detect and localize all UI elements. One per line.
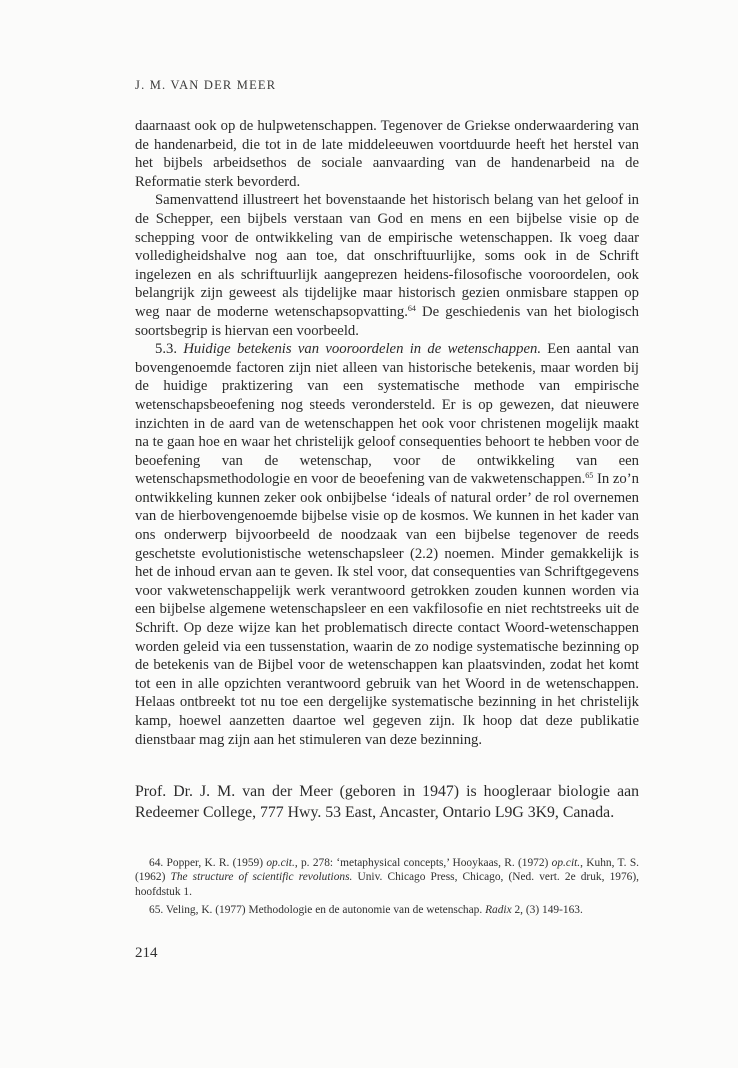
page-number: 214 <box>135 945 158 961</box>
footnote-65-part-a: 65. Veling, K. (1977) Methodologie en de autonomie van de wetenschap. <box>149 904 486 917</box>
section-title: Huidige betekenis van vooroordelen in de wetenschappen. <box>183 341 541 358</box>
section-number: 5.3. <box>155 341 178 358</box>
paragraph-summary <box>135 191 639 340</box>
footnote-65 <box>135 903 639 917</box>
footnotes <box>135 856 639 922</box>
paragraph-summary-text: Samenvattend illustreert het bovenstaande het historisch belang van het geloof in de Schepper, een bijbels verstaan van God en mens en een bijbelse visie op de schepping voor de ontwikkeling van de empirische wetenschappen. Ik voeg daar volledigheidshalve nog aan toe, dat onschriftuurlijke, soms ook in de Schrift ingelezen en als schriftuurlijk aangeprezen heidens-filosofische vooroordelen, ook belangrijk zijn geweest als tijdelijke maar historisch gezien onmisbare stappen op weg naar de moderne wetenschapsopvatting. <box>135 192 639 320</box>
author-note: Prof. Dr. J. M. van der Meer (geboren in 1947) is hoogleraar biologie aan Redeemer College, 777 Hwy. 53 East, Ancaster, Ontario L9G 3K9, Canada. <box>135 783 639 821</box>
paragraph-continuation: daarnaast ook op de hulpwetenschappen. Tegenover de Griekse onderwaardering van de handenarbeid, die tot in de late middeleeuwen voortduurde heeft het herstel van het bijbels arbeidsethos de sociale aanvaarding van de handenarbeid na de Reformatie sterk bevorderd. <box>135 118 639 190</box>
section-text-2: In zo’n ontwikkeling kunnen zeker ook onbijbelse ‘ideals of natural order’ de rol overnemen van de hierbovengenoemde bijbelse visie op de kosmos. We kunnen in het kader van ons onderwerp bijvoorbeeld de noodzaak van een bijbelse tegenover de reeds geschetste evolutionistische wetenschapsleer (2.2) noemen. Minder gemakkelijk is het de inhoud ervan aan te geven. Ik stel voor, dat consequenties van Schriftgegevens voor vakwetenschappelijk werk verantwoord getrokken zouden kunnen worden via een bijbelse algemene wetenschapsleer en een vakfilosofie en niet rechtstreeks uit de Schrift. Op deze wijze kan het problematisch directe contact Woord-wetenschappen worden geleid via een tussenstation, waarin de zo nodige systematische bezinning op de betekenis van de Bijbel voor de wetenschappen kan plaatsvinden, zodat het komt tot een in alle opzichten verantwoord gebruik van het Woord in de wetenschappen. Helaas ontbreekt tot nu toe een dergelijke systematische bezinning in het christelijk kamp, hoewel aanzetten daartoe wel gegeven zijn. Ik hoop dat deze publikatie dienstbaar mag zijn aan het stimuleren van deze bezinning. <box>135 471 639 748</box>
paragraph-section-5-3 <box>135 340 639 749</box>
footnote-65-journal: Radix <box>485 904 512 917</box>
footnote-ref-65[interactable]: 65 <box>585 471 594 481</box>
footnote-65-part-c: 2, (3) 149-163. <box>511 904 583 917</box>
body-text <box>135 117 639 749</box>
footnote-64-part-g: Univ. Chicago Press, Chicago, (Ned. vert. 2e druk, 1976), hoofdstuk 1. <box>135 871 639 898</box>
paragraph-summary-tail: De geschiedenis van het biologisch soortsbegrip is hiervan een voorbeeld. <box>135 303 640 339</box>
footnote-64-op-cit-1: op.cit. <box>266 857 295 869</box>
footnote-64-op-cit-2: op.cit. <box>551 857 581 869</box>
footnote-64-part-a: 64. Popper, K. R. (1959) <box>149 857 267 869</box>
footnote-64-book-title: The structure of scientific revolutions. <box>170 871 353 884</box>
running-head: J. M. VAN DER MEER <box>135 78 277 92</box>
footnote-64-part-c: , p. 278: ‘metaphysical concepts,’ Hooykaas, R. (1972) <box>294 857 552 869</box>
footnote-64-part-e: , Kuhn, T. S. (1962) <box>135 857 640 884</box>
section-text-1: Een aantal van bovengenoemde factoren zijn niet alleen van historische betekenis, maar worden bij de huidige praktizering van een systematische methode van empirische wetenschapsbeoefening nog steeds verondersteld. Er is op gewezen, dat nieuwere inzichten in de aard van de wetenschappen het ook voor christenen mogelijk maakt na te gaan hoe en waar het christelijk geloof consequenties behoort te hebben voor de beoefening van de wetenschap, voor de ontwikkeling van een wetenschapsmethodologie en voor de beoefening van de vakwetenschappen. <box>135 341 639 488</box>
footnote-ref-64[interactable]: 64 <box>407 303 416 313</box>
footnote-64 <box>135 856 639 899</box>
